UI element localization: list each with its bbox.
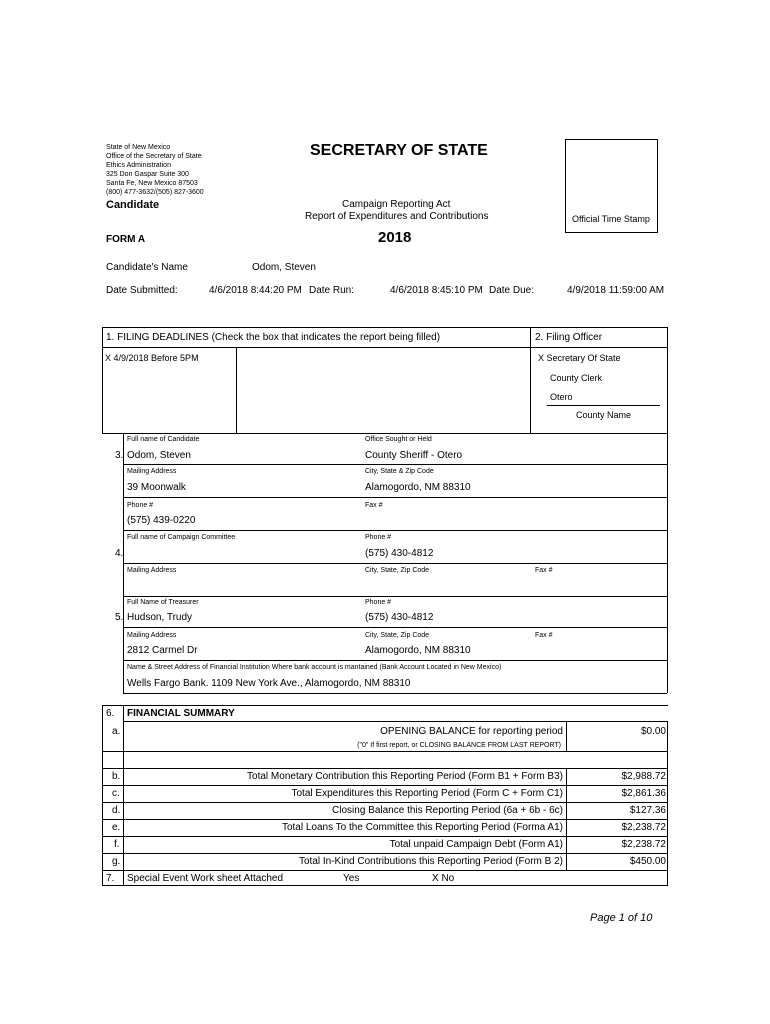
section-7-number: 7. <box>106 873 115 884</box>
county-name-label: County Name <box>576 410 632 420</box>
row-label: Total Expenditures this Reporting Period (Form C + Form C1) <box>291 788 563 799</box>
row-value: $127.36 <box>629 805 666 816</box>
subtitle-report: Report of Expenditures and Contributions <box>305 211 489 222</box>
row-letter: d. <box>112 805 121 816</box>
date-submitted-value: 4/6/2018 8:44:20 PM <box>209 285 302 296</box>
row-label: Closing Balance this Reporting Period (6a + 6b - 6c) <box>332 805 563 816</box>
committee-fax-label: Fax # <box>535 567 553 574</box>
row-label: Total In-Kind Contributions this Reporting Period (Form B 2) <box>298 856 563 867</box>
section-4-number: 4. <box>115 548 124 559</box>
row-label: Total Loans To the Committee this Reporting Period (Forma A1) <box>281 822 563 833</box>
candidate-label: Candidate <box>106 199 160 211</box>
address-line: Office of the Secretary of State <box>106 153 202 160</box>
opening-letter: a. <box>112 726 121 737</box>
row-letter: f. <box>114 839 120 850</box>
row-letter: b. <box>112 771 121 782</box>
report-year: 2018 <box>378 229 412 246</box>
section-5-number: 5. <box>115 612 124 623</box>
row-value: $2,988.72 <box>621 771 666 782</box>
candidate-mail-label: Mailing Address <box>127 468 177 475</box>
row-letter: g. <box>112 856 121 867</box>
address-line: 325 Don Gaspar Suite 300 <box>106 171 189 178</box>
committee-city-label: City, State, Zip Code <box>365 567 430 574</box>
candidate-city-label: City, State & Zip Code <box>365 468 434 475</box>
officer-clerk-checkbox[interactable]: County Clerk <box>550 373 603 383</box>
county-value: Otero <box>550 392 573 402</box>
treasurer-fax-label: Fax # <box>535 632 553 639</box>
treasurer-phone-label: Phone # <box>365 599 392 606</box>
row-letter: c. <box>112 788 120 799</box>
row-value: $450.00 <box>629 856 666 867</box>
treasurer-name-label: Full Name of Treasurer <box>127 599 199 606</box>
special-event-yes[interactable]: Yes <box>343 873 360 884</box>
address-line: Santa Fe, New Mexico 87503 <box>106 180 198 187</box>
page-number: Page 1 of 10 <box>590 912 653 924</box>
treasurer-phone-value: (575) 430-4812 <box>365 612 434 623</box>
treasurer-name-value: Hudson, Trudy <box>127 612 193 623</box>
row-letter: e. <box>112 822 121 833</box>
row-value: $2,861.36 <box>621 788 666 799</box>
treasurer-mail-value: 2812 Carmel Dr <box>127 645 198 656</box>
agency-address <box>106 143 204 197</box>
address-line: State of New Mexico <box>106 144 171 151</box>
date-run-value: 4/6/2018 8:45:10 PM <box>390 285 483 296</box>
form-label: FORM A <box>106 234 146 245</box>
bank-label: Name & Street Address of Financial Institution Where bank account is mantained (Bank Account Located in New Mexico) <box>127 664 502 671</box>
opening-balance-value: $0.00 <box>640 726 666 737</box>
candidate-fullname-label: Full name of Candidate <box>127 436 200 443</box>
candidate-fax-label: Fax # <box>365 502 383 509</box>
section-3-number: 3. <box>115 450 124 461</box>
section-6-number: 6. <box>106 708 115 719</box>
filing-deadlines-header: 1. FILING DEADLINES (Check the box that indicates the report being filled) <box>106 332 441 343</box>
candidate-name-value: Odom, Steven <box>252 262 316 273</box>
special-event-no[interactable]: X No <box>432 873 455 884</box>
date-due-value: 4/9/2018 11:59:00 AM <box>567 285 665 296</box>
filing-officer-header: 2. Filing Officer <box>535 332 603 343</box>
committee-phone-label: Phone # <box>365 534 392 541</box>
time-stamp-label: Official Time Stamp <box>572 214 650 224</box>
treasurer-city-label: City, State, Zip Code <box>365 632 430 639</box>
date-submitted-label: Date Submitted: <box>106 285 178 296</box>
address-line: Ethics Administration <box>106 162 171 169</box>
candidate-phone-value: (575) 439-0220 <box>127 515 196 526</box>
committee-name-label: Full name of Campaign Committee <box>127 534 236 541</box>
financial-summary-title: FINANCIAL SUMMARY <box>127 708 235 719</box>
row-label: Total Monetary Contribution this Reporting Period (Form B1 + Form B3) <box>247 771 563 782</box>
officer-sos-checkbox[interactable]: X Secretary Of State <box>538 353 621 363</box>
row-label: Total unpaid Campaign Debt (Form A1) <box>389 839 563 850</box>
bank-value: Wells Fargo Bank. 1109 New York Ave., Alamogordo, NM 88310 <box>127 678 411 689</box>
candidate-mail-value: 39 Moonwalk <box>127 482 186 493</box>
subtitle-act: Campaign Reporting Act <box>342 199 451 210</box>
candidate-fullname-value: Odom, Steven <box>127 450 191 461</box>
opening-balance-note: ("0" If first report, or CLOSING BALANCE FROM LAST REPORT) <box>357 742 561 749</box>
row-value: $2,238.72 <box>621 839 666 850</box>
special-event-label: Special Event Work sheet Attached <box>127 873 284 884</box>
candidate-city-value: Alamogordo, NM 88310 <box>365 482 471 493</box>
row-value: $2,238.72 <box>621 822 666 833</box>
deadline-checkbox-entry[interactable]: X 4/9/2018 Before 5PM <box>105 353 199 363</box>
office-sought-label: Office Sought or Held <box>365 436 432 443</box>
office-sought-value: County Sheriff - Otero <box>365 450 463 461</box>
committee-phone-value: (575) 430-4812 <box>365 548 434 559</box>
date-run-label: Date Run: <box>309 285 355 296</box>
treasurer-mail-label: Mailing Address <box>127 632 177 639</box>
candidate-name-label: Candidate's Name <box>106 262 188 273</box>
opening-balance-label: OPENING BALANCE for reporting period <box>380 726 563 737</box>
time-stamp-box <box>565 139 658 233</box>
treasurer-city-value: Alamogordo, NM 88310 <box>365 645 471 656</box>
date-due-label: Date Due: <box>489 285 535 296</box>
committee-mail-label: Mailing Address <box>127 567 177 574</box>
candidate-phone-label: Phone # <box>127 502 154 509</box>
address-line: (800) 477-3632/(505) 827-3600 <box>106 189 204 196</box>
page-title: SECRETARY OF STATE <box>310 142 488 159</box>
